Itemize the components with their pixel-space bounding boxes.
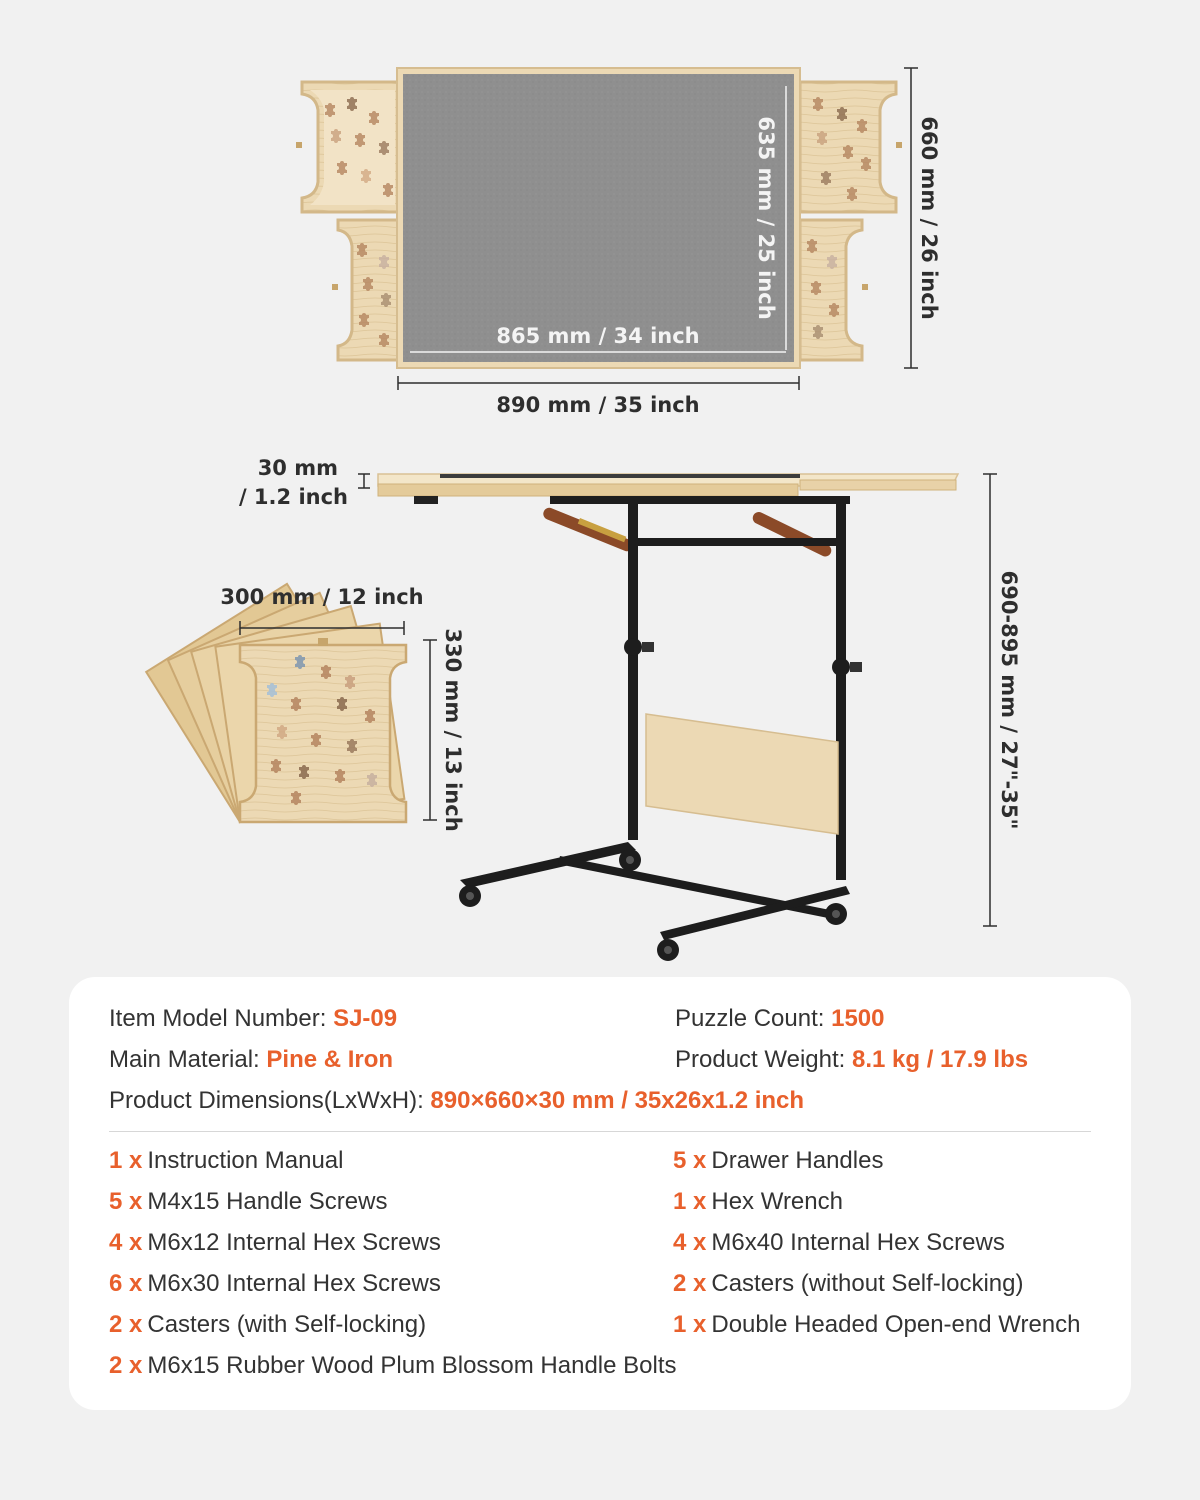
accessory-item: 2 x Casters (without Self-locking) [673,1270,1024,1297]
puzzle-count-value: 1500 [831,1005,885,1032]
column-left [628,500,638,840]
thickness-label-1: 30 mm [257,456,338,480]
material-value: Pine & Iron [266,1046,394,1073]
tilt-bracket-left [542,506,636,553]
weight-row [675,1046,1028,1074]
dimensions-label: Product Dimensions(LxWxH): [109,1087,431,1114]
drawer-height-label: 330 mm / 13 inch [441,628,465,832]
drawer-bottom-left [332,220,400,360]
table-height-label: 690-895 mm / 27"-35" [997,570,1021,830]
top-view-board [296,68,902,368]
felt-surface [403,74,794,362]
material-label: Main Material: [109,1046,267,1073]
accessory-item: 2 x M6x15 Rubber Wood Plum Blossom Handle Bolts [109,1352,677,1379]
weight-label: Product Weight: [675,1046,852,1073]
accessory-item: 1 x Hex Wrench [673,1188,843,1215]
model-number-row [109,1005,397,1033]
tilt-bracket-right [751,510,834,558]
accessory-item: 4 x M6x12 Internal Hex Screws [109,1229,441,1256]
inner-width-label: 865 mm / 34 inch [496,324,700,348]
outer-width-label: 890 mm / 35 inch [496,393,700,417]
wood-crossboard [646,714,838,834]
accessory-item: 1 x Instruction Manual [109,1147,344,1174]
thickness-label-2: / 1.2 inch [238,485,348,509]
weight-value: 8.1 kg / 17.9 lbs [851,1046,1029,1073]
divider [109,1131,1091,1132]
puzzle-count-label: Puzzle Count: [675,1005,832,1032]
inner-height-label: 635 mm / 25 inch [754,116,778,320]
accessory-item: 5 x Drawer Handles [673,1147,884,1174]
dimensions-value: 890×660×30 mm / 35x26x1.2 inch [430,1087,805,1114]
spec-card [69,977,1131,1410]
material-row [109,1046,393,1074]
accessory-item: 2 x Casters (with Self-locking) [109,1311,427,1338]
accessory-item: 6 x M6x30 Internal Hex Screws [109,1270,441,1297]
model-number-label: Item Model Number: [109,1005,334,1032]
dimensions-row [109,1087,804,1115]
model-number-value: SJ-09 [333,1005,398,1032]
outer-height-label: 660 mm / 26 inch [917,116,941,320]
accessory-item: 1 x Double Headed Open-end Wrench [673,1311,1081,1338]
accessory-item: 4 x M6x40 Internal Hex Screws [673,1229,1005,1256]
accessory-item: 5 x M4x15 Handle Screws [109,1188,388,1215]
puzzle-count-row [675,1005,884,1033]
drawer-width-label: 300 mm / 12 inch [220,585,424,609]
drawer-fan [146,584,406,822]
